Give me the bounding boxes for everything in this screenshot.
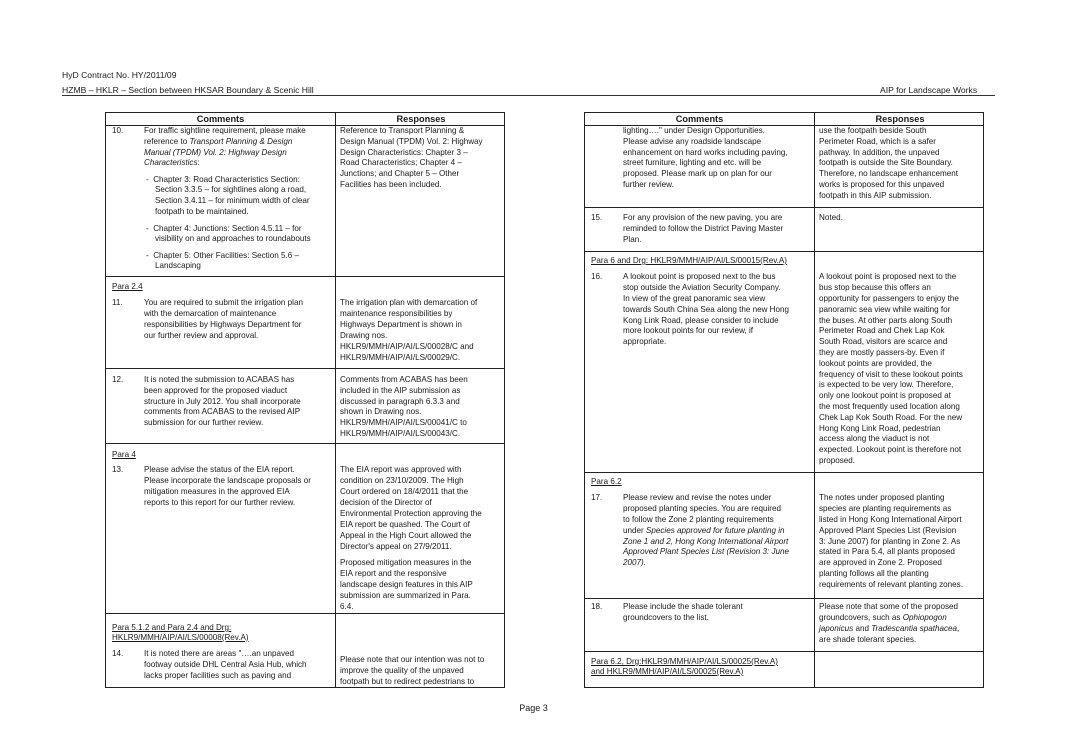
response-line: South Road, visitors are scarce and bbox=[819, 337, 948, 346]
comment-line: mitigation measures in the approved EIA bbox=[144, 487, 290, 496]
response-line: they are mostly passers-by. Even if bbox=[819, 348, 945, 357]
section-heading: HKLR9/MMH/AIP/AI/LS/00008(Rev.A) bbox=[112, 633, 249, 642]
responses-header: Responses bbox=[875, 114, 925, 124]
response-line: A lookout point is proposed next to the bbox=[819, 272, 957, 281]
bullet-item: - Chapter 4: Junctions: Section 4.5.11 – for bbox=[146, 224, 302, 233]
response-line: planting follows all the planting bbox=[819, 569, 929, 578]
comment-line: Approved Plant Species List (Revision 3: June bbox=[623, 547, 790, 556]
comment-line: more lookout points for our review, if bbox=[623, 326, 754, 335]
response-line: footpath is outside the Site Boundary. bbox=[819, 158, 953, 167]
response-line: panoramic sea view while waiting for bbox=[819, 305, 951, 314]
response-line: bus stop because this offers an bbox=[819, 283, 931, 292]
response-line: Please note that our intention was not to bbox=[340, 655, 485, 664]
row-divider bbox=[106, 613, 504, 614]
comment-line: responsibilities by Highways Department for bbox=[144, 320, 302, 329]
response-line: use the footpath beside South bbox=[819, 126, 927, 135]
response-line: only one lookout point is proposed at bbox=[819, 391, 951, 400]
response-line: are shade tolerant species. bbox=[819, 635, 917, 644]
response-line: access along the viaduct is not bbox=[819, 434, 930, 443]
response-line: Please note that some of the proposed bbox=[819, 602, 959, 611]
bullet-item: Section 3.4.11 – for minimum width of clear bbox=[155, 196, 310, 205]
row-divider bbox=[585, 651, 983, 652]
response-line: improve the quality of the unpaved bbox=[340, 666, 464, 675]
header-rule bbox=[62, 95, 995, 96]
column-divider bbox=[814, 113, 815, 687]
response-line: decision of the Director of bbox=[340, 498, 432, 507]
row-number: 13. bbox=[112, 465, 124, 474]
comment-line: reports to this report for our further review. bbox=[144, 498, 296, 507]
comment-line: You are required to submit the irrigation plan bbox=[144, 298, 303, 307]
comment-line: comments from ACABAS to the revised AIP bbox=[144, 407, 301, 416]
section-heading: Para 2.4 bbox=[112, 282, 143, 291]
response-line: listed in Hong Kong International Airport bbox=[819, 515, 962, 524]
comment-line: enhancement on hard works including paving, bbox=[623, 148, 788, 157]
response-line: Hong Kong Link Road, pedestrian bbox=[819, 424, 941, 433]
response-line: the buses. At other parts along South bbox=[819, 316, 953, 325]
right-comments-table bbox=[584, 112, 984, 688]
response-line: stated in Para 5.4, all plants proposed bbox=[819, 547, 955, 556]
response-line: japonicus and Tradescantia spathacea, bbox=[819, 624, 960, 633]
comment-line: It is noted the submission to ACABAS has bbox=[144, 375, 295, 384]
response-line: Junctions; and Chapter 5 – Other bbox=[340, 169, 460, 178]
column-divider bbox=[335, 113, 336, 687]
comment-line: structure in July 2012. You shall incorporate bbox=[144, 397, 301, 406]
row-number: 17. bbox=[591, 493, 603, 502]
comment-line: under Species approved for future planting in bbox=[623, 526, 785, 535]
response-line: EIA report and the responsive bbox=[340, 569, 447, 578]
response-line: proposed. bbox=[819, 456, 855, 465]
response-line: Approved Plant Species List (Revision bbox=[819, 526, 957, 535]
response-line: Perimeter Road and Chek Lap Kok bbox=[819, 326, 945, 335]
comment-line: been approved for the proposed viaduct bbox=[144, 386, 288, 395]
bullet-item: - Chapter 5: Other Facilities: Section 5.6 – bbox=[146, 251, 299, 260]
row-divider bbox=[585, 251, 983, 252]
response-line: Director's appeal on 27/9/2011. bbox=[340, 542, 452, 551]
response-line: Road Characteristics; Chapter 4 – bbox=[340, 158, 462, 167]
comment-line: our further review and approval. bbox=[144, 331, 259, 340]
document-title: AIP for Landscape Works bbox=[880, 85, 978, 95]
row-divider bbox=[106, 276, 504, 277]
comment-line: proposed. Please mark up on plan for our bbox=[623, 169, 772, 178]
comment-line: stop outside the Aviation Security Company. bbox=[623, 283, 781, 292]
section-heading: Para 4 bbox=[112, 450, 136, 459]
response-line: the most frequently used location along bbox=[819, 402, 960, 411]
row-divider bbox=[585, 472, 983, 473]
section-heading: Para 5.1.2 and Para 2.4 and Drg: bbox=[112, 623, 232, 632]
response-line: Proposed mitigation measures in the bbox=[340, 558, 472, 567]
comment-line: Plan. bbox=[623, 235, 642, 244]
response-line: maintenance responsibilities by bbox=[340, 309, 453, 318]
response-line: Noted. bbox=[819, 213, 843, 222]
response-line: frequency of visit to these lookout points bbox=[819, 370, 963, 379]
response-line: expected. Lookout point is therefore not bbox=[819, 445, 962, 454]
comment-line: proposed planting species. You are required bbox=[623, 504, 781, 513]
comment-line: with the demarcation of maintenance bbox=[144, 309, 277, 318]
response-line: pathway. In addition, the unpaved bbox=[819, 148, 940, 157]
row-number: 16. bbox=[591, 272, 603, 281]
comment-line: to follow the Zone 2 planting requirements bbox=[623, 515, 774, 524]
response-line: groundcovers, such as Ophiopogon bbox=[819, 613, 947, 622]
comment-line: footway outside DHL Central Asia Hub, which bbox=[144, 660, 307, 669]
response-line: Appeal in the High Court allowed the bbox=[340, 531, 472, 540]
comment-line: Characteristics: bbox=[144, 158, 200, 167]
comment-line: Zone 1 and 2, Hong Kong International Airport bbox=[623, 537, 789, 546]
response-line: HKLR9/MMH/AIP/AI/LS/00028/C and bbox=[340, 342, 474, 351]
comment-line: A lookout point is proposed next to the bus bbox=[623, 272, 776, 281]
response-line: works is proposed for this unpaved bbox=[819, 180, 945, 189]
comment-line: Please incorporate the landscape proposals or bbox=[144, 476, 311, 485]
comment-line: 2007). bbox=[623, 558, 646, 567]
section-heading: Para 6 and Drg: HKLR9/MMH/AIP/AI/LS/00015(Rev.A) bbox=[591, 256, 787, 265]
row-number: 12. bbox=[112, 375, 124, 384]
response-line: landscape design features in this AIP bbox=[340, 580, 473, 589]
comment-line: street furniture, lighting and etc. will be bbox=[623, 158, 762, 167]
comment-line: reminded to follow the District Paving Master bbox=[623, 224, 784, 233]
response-line: Comments from ACABAS has been bbox=[340, 375, 468, 384]
response-line: discussed in paragraph 6.3.3 and bbox=[340, 397, 460, 406]
comment-line: In view of the great panoramic sea view bbox=[623, 294, 766, 303]
response-line: lookout points are provided, the bbox=[819, 359, 932, 368]
response-line: opportunity for passengers to enjoy the bbox=[819, 294, 959, 303]
comments-header: Comments bbox=[196, 114, 245, 124]
bullet-item: Landscaping bbox=[155, 261, 201, 270]
responses-header: Responses bbox=[396, 114, 446, 124]
comment-line: It is noted there are areas "….an unpaved bbox=[144, 649, 295, 658]
row-number: 10. bbox=[112, 126, 124, 135]
comment-line: Please advise the status of the EIA report. bbox=[144, 465, 295, 474]
left-comments-table bbox=[105, 112, 505, 688]
response-line: HKLR9/MMH/AIP/AI/LS/00029/C. bbox=[340, 353, 461, 362]
comment-line: towards South China Sea along the new Hong bbox=[623, 305, 790, 314]
row-number: 11. bbox=[112, 298, 123, 307]
comment-line: lacks proper facilities such as paving and bbox=[144, 671, 292, 680]
section-heading: and HKLR9/MMH/AIP/AI/LS/00025(Rev.A) bbox=[591, 667, 744, 676]
project-title: HZMB – HKLR – Section between HKSAR Boundary & Scenic Hill bbox=[62, 85, 314, 95]
response-line: 3: June 2007) for planting in Zone 2. As bbox=[819, 537, 961, 546]
response-line: Highways Department is shown in bbox=[340, 320, 462, 329]
response-line: Drawing nos. bbox=[340, 331, 388, 340]
response-line: Reference to Transport Planning & bbox=[340, 126, 465, 135]
comment-line: lighting…." under Design Opportunities. bbox=[623, 126, 765, 135]
bullet-item: footpath to be maintained. bbox=[155, 207, 249, 216]
row-number: 18. bbox=[591, 602, 603, 611]
row-divider bbox=[585, 598, 983, 599]
bullet-item: visibility on and approaches to roundabouts bbox=[155, 234, 311, 243]
response-line: The EIA report was approved with bbox=[340, 465, 462, 474]
section-heading: Para 6.2 bbox=[591, 477, 622, 486]
response-line: requirements of relevant planting zones. bbox=[819, 580, 963, 589]
bullet-item: - Chapter 3: Road Characteristics Section: bbox=[146, 175, 300, 184]
contract-number: HyD Contract No. HY/2011/09 bbox=[62, 70, 177, 80]
response-line: Design Manual (TPDM) Vol. 2: Highway bbox=[340, 137, 483, 146]
row-divider bbox=[585, 207, 983, 208]
page-number: Page 3 bbox=[519, 703, 548, 713]
response-line: Court ordered on 18/4/2011 that the bbox=[340, 487, 469, 496]
response-line: condition on 23/10/2009. The High bbox=[340, 476, 464, 485]
response-line: footpath in this AIP submission. bbox=[819, 191, 932, 200]
bullet-item: Section 3.3.5 – for sightlines along a road, bbox=[155, 185, 307, 194]
comment-line: Please advise any roadside landscape bbox=[623, 137, 762, 146]
row-number: 14. bbox=[112, 649, 124, 658]
response-line: The notes under proposed planting bbox=[819, 493, 945, 502]
row-divider bbox=[106, 368, 504, 369]
response-line: Chek Lap Kok South Road. For the new bbox=[819, 413, 963, 422]
comment-line: appropriate. bbox=[623, 337, 667, 346]
response-line: shown in Drawing nos. bbox=[340, 407, 422, 416]
response-line: footpath but to redirect pedestrians to bbox=[340, 677, 475, 686]
response-line: EIA report be quashed. The Court of bbox=[340, 520, 470, 529]
comment-line: Kong Link Road, please consider to include bbox=[623, 316, 779, 325]
comment-line: submission for our further review. bbox=[144, 418, 264, 427]
response-line: included in the AIP submission as bbox=[340, 386, 461, 395]
response-line: submission are summarized in Para. bbox=[340, 591, 471, 600]
response-line: Perimeter Road, which is a safer bbox=[819, 137, 936, 146]
response-line: Facilities has been included. bbox=[340, 180, 442, 189]
comment-line: further review. bbox=[623, 180, 674, 189]
section-heading: Para 6.2, Drg:HKLR9/MMH/AIP/AI/LS/00025(Rev.A) bbox=[591, 657, 778, 666]
response-line: HKLR9/MMH/AIP/AI/LS/00043/C. bbox=[340, 429, 461, 438]
response-line: 6.4. bbox=[340, 602, 354, 611]
comment-line: For any provision of the new paving, you are bbox=[623, 213, 783, 222]
comment-line: reference to Transport Planning & Design bbox=[144, 137, 293, 146]
response-line: The irrigation plan with demarcation of bbox=[340, 298, 478, 307]
row-divider bbox=[106, 443, 504, 444]
response-line: Design Characteristics: Chapter 3 – bbox=[340, 148, 468, 157]
comment-line: Please review and revise the notes under bbox=[623, 493, 772, 502]
comments-header: Comments bbox=[675, 114, 724, 124]
comment-line: groundcovers to the list. bbox=[623, 613, 709, 622]
response-line: Therefore, no landscape enhancement bbox=[819, 169, 959, 178]
comment-line: For traffic sightline requirement, please make bbox=[144, 126, 306, 135]
comment-line: Please include the shade tolerant bbox=[623, 602, 743, 611]
response-line: are approved in Zone 2. Proposed bbox=[819, 558, 942, 567]
comment-line: Manual (TPDM) Vol. 2: Highway Design bbox=[144, 148, 287, 157]
response-line: HKLR9/MMH/AIP/AI/LS/00041/C to bbox=[340, 418, 467, 427]
response-line: Environmental Protection approving the bbox=[340, 509, 482, 518]
row-number: 15. bbox=[591, 213, 603, 222]
response-line: species are planting requirements as bbox=[819, 504, 952, 513]
response-line: is expected to be very low. Therefore, bbox=[819, 380, 954, 389]
